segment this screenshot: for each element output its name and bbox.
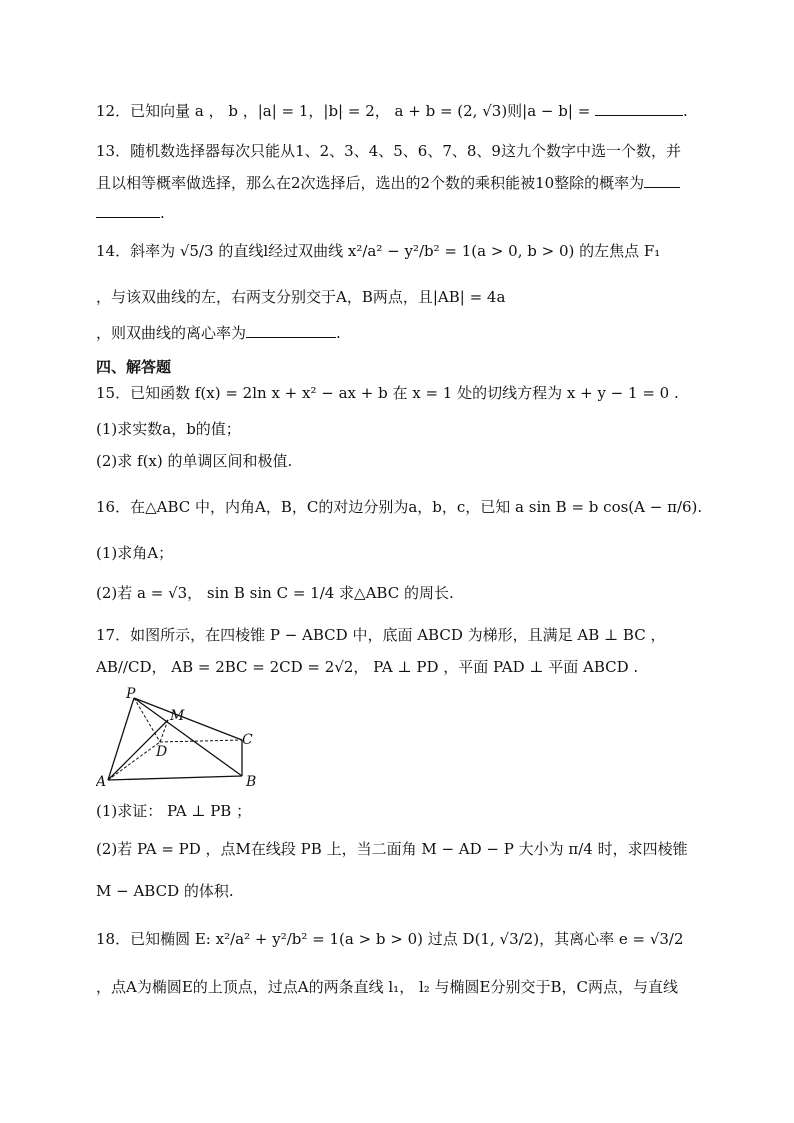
question-16-part-2: (2)若 a = √3， sin B sin C = 1/4 求△ABC 的周长. bbox=[96, 584, 454, 602]
question-13-text: 且以相等概率做选择，那么在2次选择后，选出的2个数的乘积能被10整除的概率为 bbox=[96, 174, 645, 192]
question-17-part-2-line-1: (2)若 PA = PD ，点M在线段 PB 上，当二面角 M − AD − P 大小为 π/4 时，求四棱锥 bbox=[96, 840, 688, 858]
question-13-line-2 bbox=[96, 172, 680, 194]
question-17-part-2-line-2: M − ABCD 的体积. bbox=[96, 882, 234, 900]
question-12: 12．已知向量 a ， b ，|a| = 1，|b| = 2， a + b = (2, √3)则|a − b| = . bbox=[96, 102, 688, 120]
answer-blank[interactable] bbox=[246, 323, 336, 338]
question-16-part-1: (1)求角A； bbox=[96, 544, 174, 562]
edge-ab bbox=[108, 776, 242, 780]
question-18-line-2: ，点A为椭圆E的上顶点，过点A的两条直线 l₁， l₂ 与椭圆E分别交于B，C两点，与直线 bbox=[96, 978, 678, 996]
vertex-label-d: D bbox=[156, 744, 168, 760]
question-17-line-1: 17．如图所示，在四棱锥 P − ABCD 中，底面 ABCD 为梯形，且满足 AB ⊥ BC ， bbox=[96, 626, 666, 644]
question-14-line-1: 14．斜率为 √5/3 的直线l经过双曲线 x²/a² − y²/b² = 1(a > 0, b > 0) 的左焦点 F₁ bbox=[96, 242, 661, 260]
question-14-line-2: ，与该双曲线的左，右两支分别交于A，B两点，且|AB| = 4a bbox=[96, 288, 506, 306]
vertex-label-b: B bbox=[246, 774, 257, 790]
question-15-part-2: (2)求 f(x) 的单调区间和极值. bbox=[96, 452, 293, 470]
edge-pd bbox=[134, 698, 160, 742]
question-14-text: ，则双曲线的离心率为 bbox=[96, 324, 247, 342]
vertex-label-m: M bbox=[170, 708, 185, 724]
question-13-line-1: 13．随机数选择器每次只能从1、2、3、4、5、6、7、8、9这九个数字中选一个数，并 bbox=[96, 142, 681, 160]
question-12-text: 12．已知向量 a ， b ，|a| = 1，|b| = 2， a + b = (2, √3)则|a − b| = bbox=[96, 102, 596, 120]
edge-dc bbox=[160, 740, 242, 742]
question-18-line-1: 18．已知椭圆 E: x²/a² + y²/b² = 1(a > b > 0) 过点 D(1, √3/2)，其离心率 e = √3/2 bbox=[96, 930, 684, 948]
pyramid-figure bbox=[96, 684, 268, 790]
question-15-part-1: (1)求实数a，b的值； bbox=[96, 420, 241, 438]
question-17-part-1: (1)求证： PA ⊥ PB ； bbox=[96, 802, 252, 820]
edge-ad bbox=[108, 742, 160, 780]
question-13-line-3: . bbox=[96, 202, 165, 224]
section-heading: 四、解答题 bbox=[96, 358, 172, 376]
question-15: 15．已知函数 f(x) = 2ln x + x² − ax + b 在 x = 1 处的切线方程为 x + y − 1 = 0 . bbox=[96, 384, 679, 402]
answer-blank[interactable] bbox=[644, 173, 680, 188]
answer-blank-continued[interactable] bbox=[96, 203, 160, 218]
vertex-label-c: C bbox=[242, 732, 253, 748]
question-16: 16．在△ABC 中，内角A，B，C的对边分别为a，b，c，已知 a sin B = b cos(A − π/6). bbox=[96, 498, 703, 516]
vertex-label-p: P bbox=[126, 686, 136, 702]
question-14-line-3: ，则双曲线的离心率为 . bbox=[96, 324, 341, 342]
question-17-line-2: AB//CD， AB = 2BC = 2CD = 2√2， PA ⊥ PD ，平面 PAD ⊥ 平面 ABCD . bbox=[96, 658, 639, 676]
answer-blank[interactable] bbox=[595, 101, 683, 116]
edge-pc bbox=[134, 698, 242, 740]
vertex-label-a: A bbox=[96, 774, 107, 790]
